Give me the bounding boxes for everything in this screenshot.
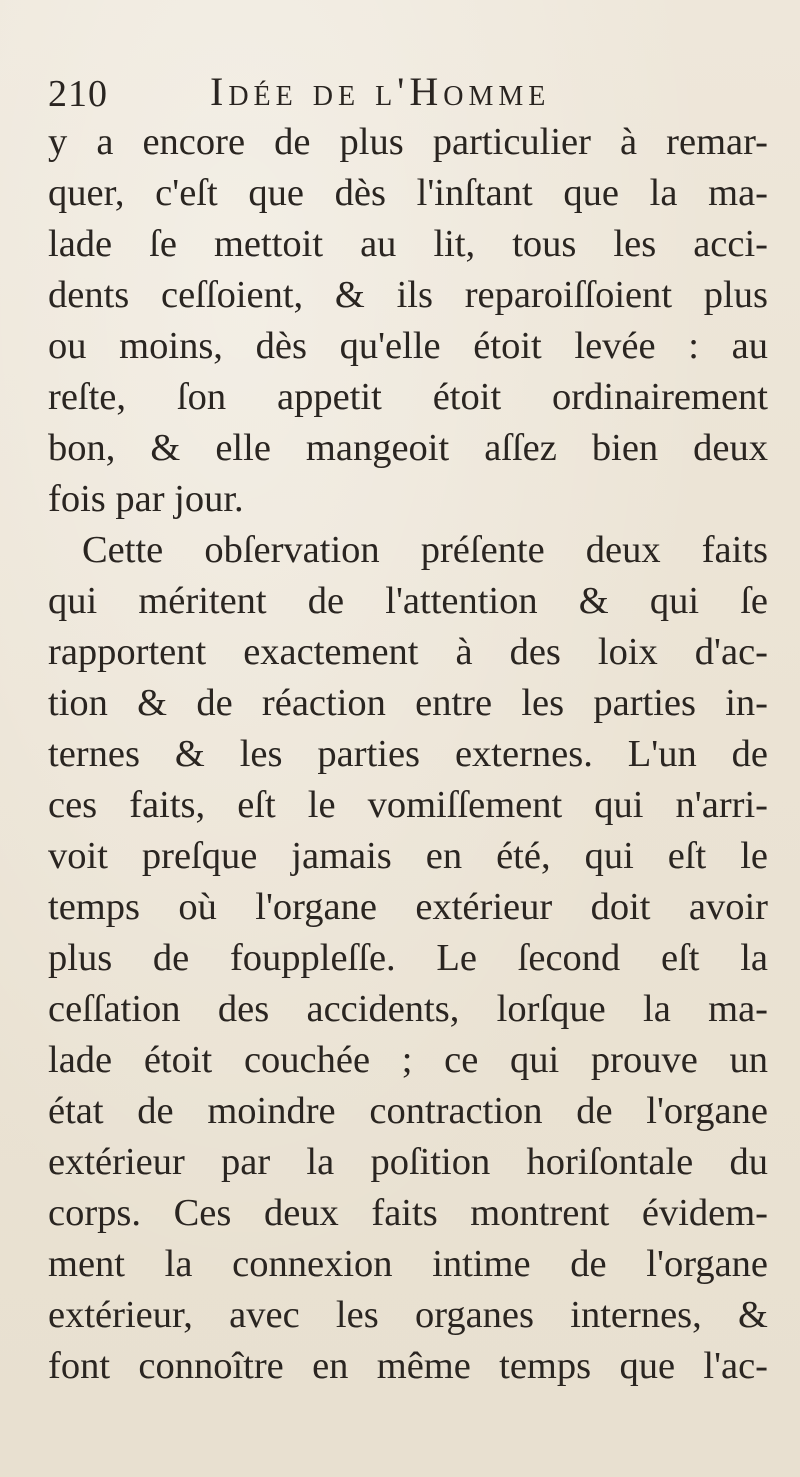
page-header bbox=[48, 68, 768, 118]
text-line: ou moins, dès qu'elle étoit levée : au bbox=[48, 325, 768, 367]
paragraph-end-line: fois par jour. bbox=[48, 478, 244, 520]
text-line: temps où l'organe extérieur doit avoir bbox=[48, 886, 768, 928]
text-line: état de moindre contraction de l'organe bbox=[48, 1090, 768, 1132]
text-line: lade étoit couchée ; ce qui prouve un bbox=[48, 1039, 768, 1081]
text-line: corps. Ces deux faits montrent évidem- bbox=[48, 1192, 768, 1234]
text-line: qui méritent de l'attention & qui ſe bbox=[48, 580, 768, 622]
text-line: dents ceſſoient, & ils reparoiſſoient plus bbox=[48, 274, 768, 316]
page-number: 210 bbox=[48, 73, 108, 115]
text-line: bon, & elle mangeoit aſſez bien deux bbox=[48, 427, 768, 469]
text-line: lade ſe mettoit au lit, tous les acci- bbox=[48, 223, 768, 265]
text-line: quer, c'eſt que dès l'inſtant que la ma- bbox=[48, 172, 768, 214]
body-text bbox=[48, 117, 768, 1392]
text-line: ment la connexion intime de l'organe bbox=[48, 1243, 768, 1285]
text-line: y a encore de plus particulier à remar- bbox=[48, 121, 768, 163]
paragraph-start-line: Cette obſervation préſente deux faits bbox=[82, 529, 768, 571]
text-line: reſte, ſon appetit étoit ordinairement bbox=[48, 376, 768, 418]
text-line: plus de fouppleſſe. Le ſecond eſt la bbox=[48, 937, 768, 979]
text-line: rapportent exactement à des loix d'ac- bbox=[48, 631, 768, 673]
text-line: voit preſque jamais en été, qui eſt le bbox=[48, 835, 768, 877]
text-line: font connoître en même temps que l'ac- bbox=[48, 1345, 768, 1387]
text-line: ceſſation des accidents, lorſque la ma- bbox=[48, 988, 768, 1030]
text-line: ternes & les parties externes. L'un de bbox=[48, 733, 768, 775]
text-line: extérieur par la poſition horiſontale du bbox=[48, 1141, 768, 1183]
text-line: ces faits, eſt le vomiſſement qui n'arri- bbox=[48, 784, 768, 826]
text-line: tion & de réaction entre les parties in- bbox=[48, 682, 768, 724]
text-line: extérieur, avec les organes internes, & bbox=[48, 1294, 768, 1336]
running-title: Idée de l'Homme bbox=[210, 69, 551, 114]
